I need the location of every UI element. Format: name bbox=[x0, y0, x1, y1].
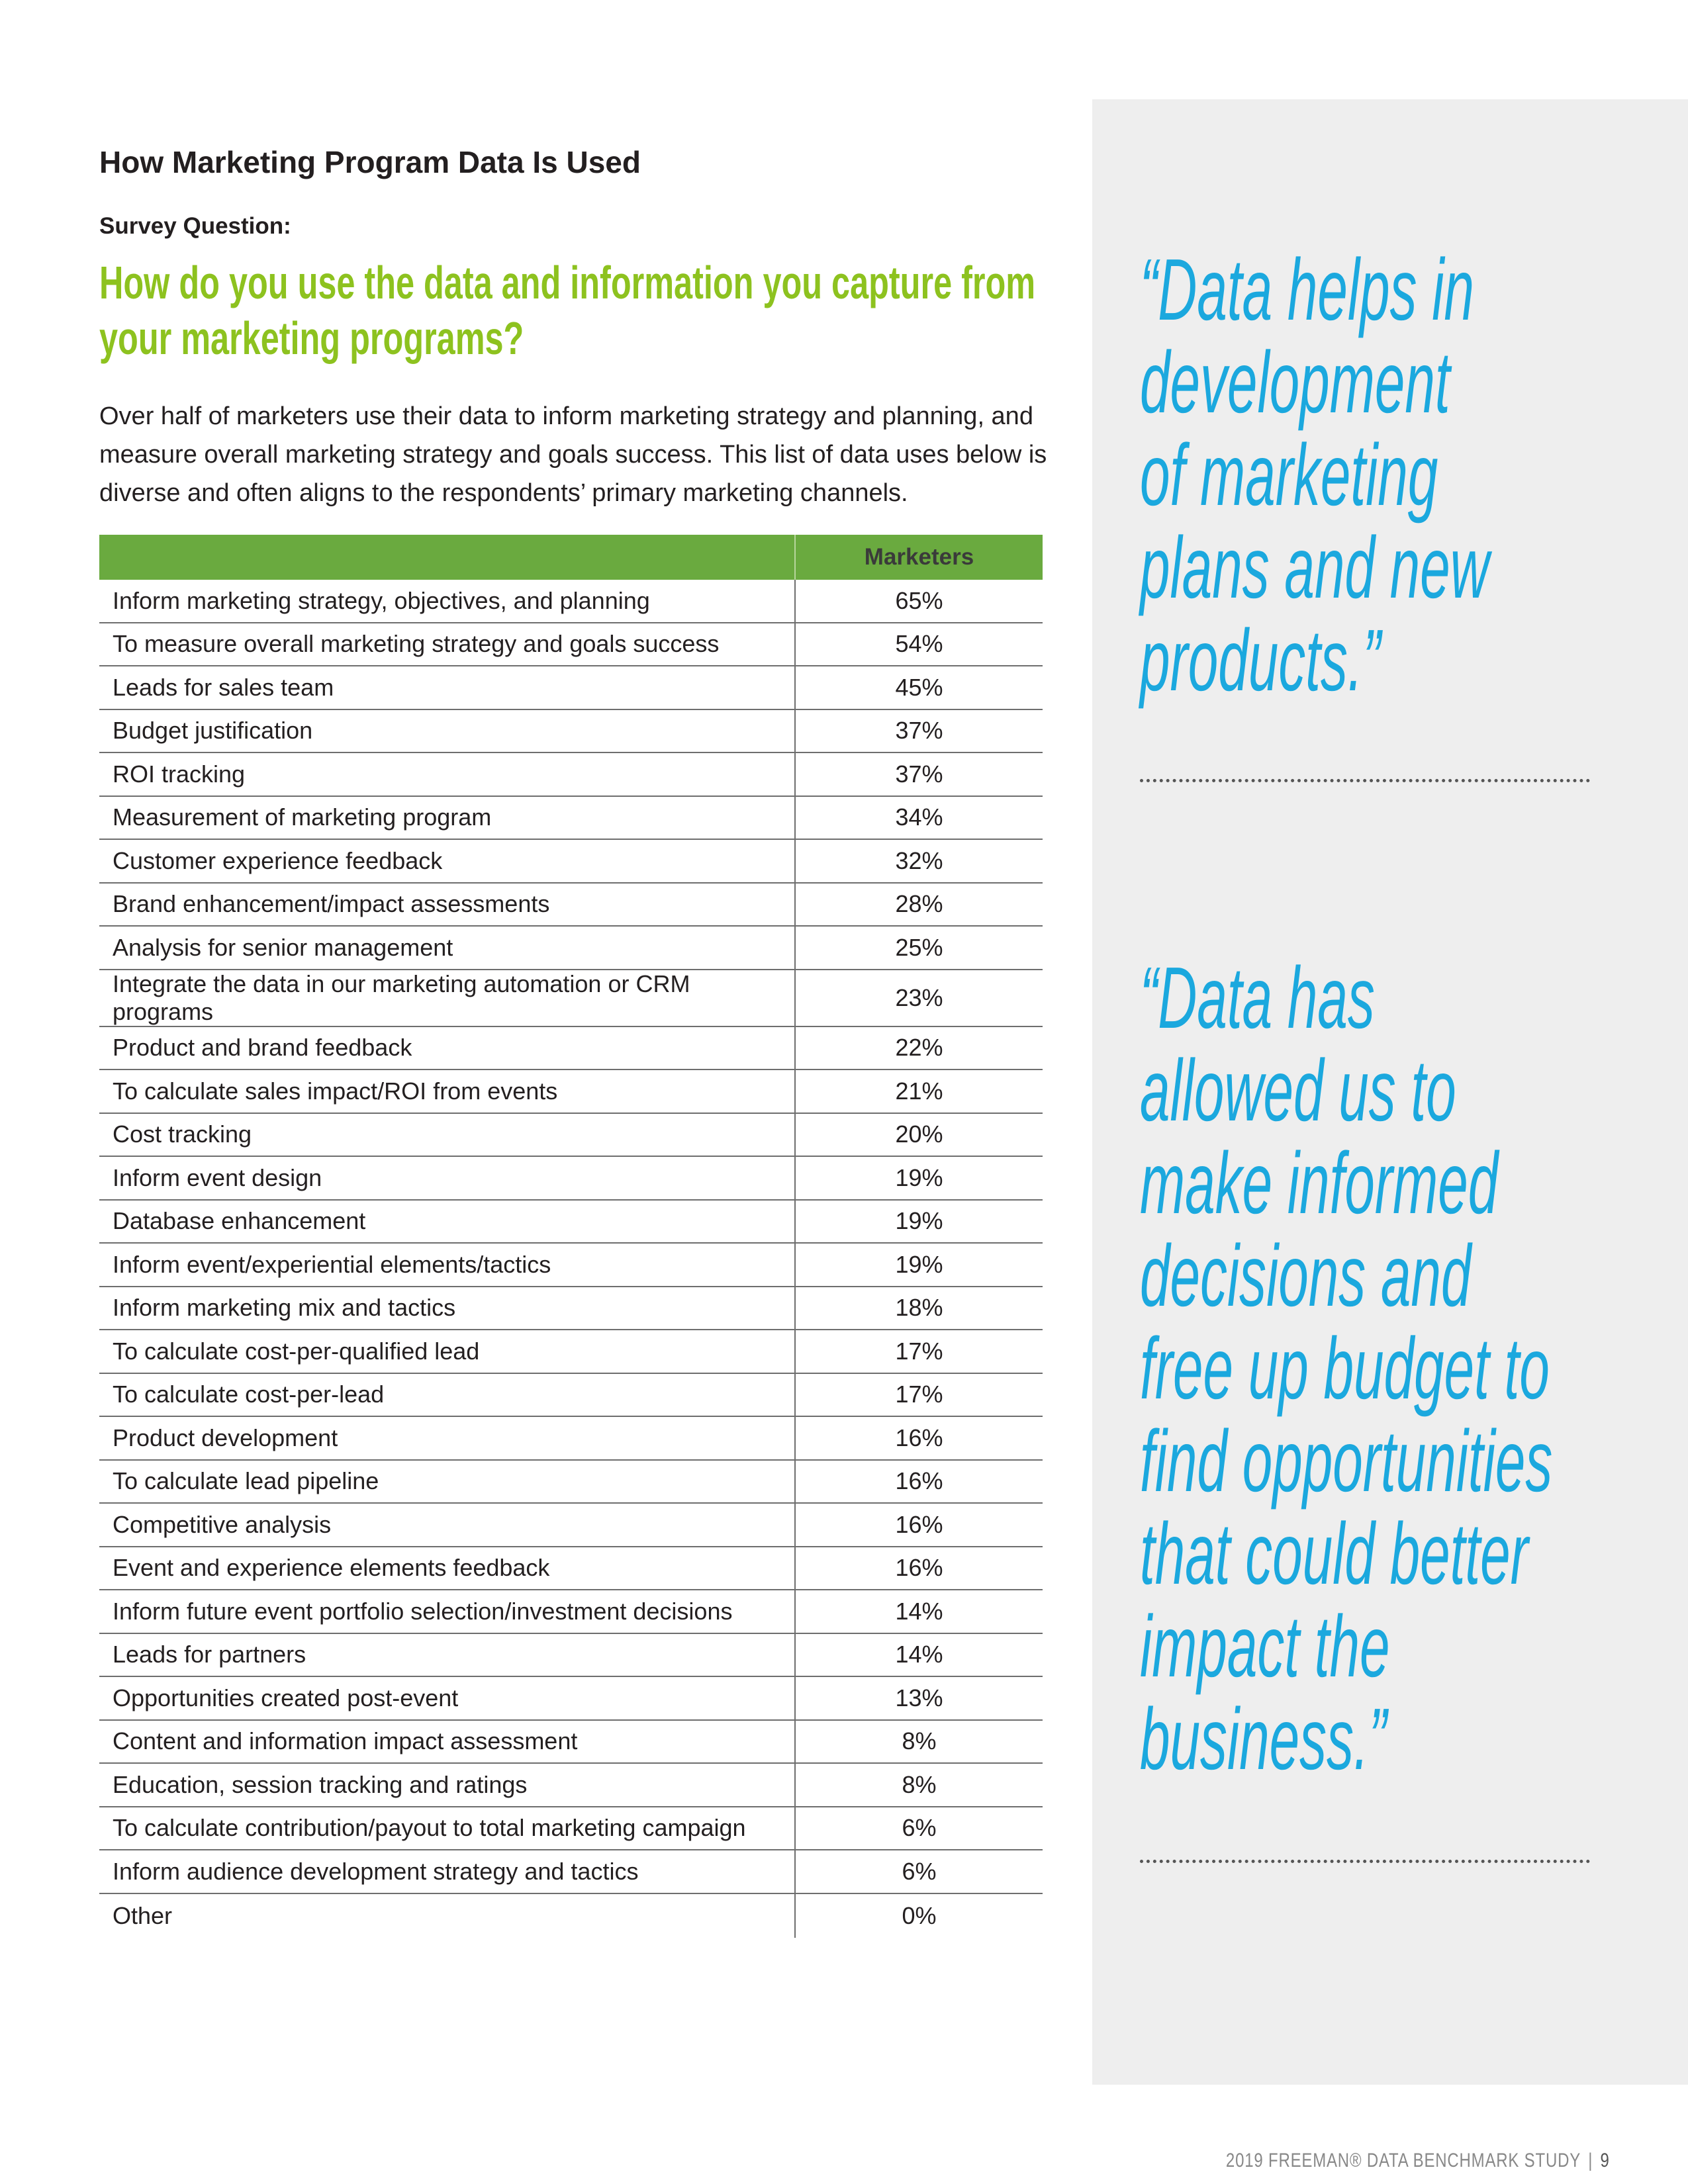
row-label: Leads for sales team bbox=[99, 666, 795, 709]
table-row bbox=[99, 839, 1043, 883]
row-label: Inform event design bbox=[99, 1156, 795, 1200]
quote-line: decisions and bbox=[1140, 1227, 1472, 1324]
table-row bbox=[99, 623, 1043, 666]
quote-line: “Data has bbox=[1140, 949, 1375, 1046]
row-value: 25% bbox=[795, 926, 1043, 970]
row-value: 16% bbox=[795, 1416, 1043, 1460]
row-value: 34% bbox=[795, 796, 1043, 840]
row-value: 28% bbox=[795, 883, 1043, 927]
table-row bbox=[99, 1156, 1043, 1200]
row-value: 65% bbox=[795, 580, 1043, 623]
table-row bbox=[99, 1373, 1043, 1417]
row-label: Inform future event portfolio selection/investment decisions bbox=[99, 1590, 795, 1633]
header-marketers: Marketers bbox=[795, 535, 1043, 580]
row-label: Inform marketing strategy, objectives, and planning bbox=[99, 580, 795, 623]
row-label: ROI tracking bbox=[99, 752, 795, 796]
row-label: Event and experience elements feedback bbox=[99, 1547, 795, 1590]
table-row bbox=[99, 580, 1043, 623]
row-value: 54% bbox=[795, 623, 1043, 666]
row-label: Budget justification bbox=[99, 709, 795, 753]
row-value: 16% bbox=[795, 1547, 1043, 1590]
intro-paragraph: Over half of marketers use their data to inform marketing strategy and planning, and measure overall marketing strategy and goals success. This list of data uses below is diverse and often aligns to the respondents’ primary marketing channels. bbox=[99, 402, 1047, 507]
table-body bbox=[99, 580, 1043, 1938]
quote-line: of marketing bbox=[1140, 426, 1438, 523]
row-label: Competitive analysis bbox=[99, 1503, 795, 1547]
row-label: To calculate cost-per-qualified lead bbox=[99, 1330, 795, 1373]
table-row bbox=[99, 1590, 1043, 1633]
table-row bbox=[99, 1416, 1043, 1460]
quote-2 bbox=[1140, 949, 1553, 1788]
row-label: Product and brand feedback bbox=[99, 1026, 795, 1070]
table-row bbox=[99, 1287, 1043, 1330]
data-uses-table bbox=[99, 535, 1043, 1938]
row-label: Content and information impact assessment bbox=[99, 1720, 795, 1764]
table-row bbox=[99, 1893, 1043, 1938]
row-label: Integrate the data in our marketing automation or CRM programs bbox=[99, 970, 795, 1026]
table-row bbox=[99, 1503, 1043, 1547]
survey-question: How do you use the data and information you capture from your marketing programs? bbox=[99, 257, 1036, 364]
header-blank-cell bbox=[99, 535, 795, 580]
row-value: 18% bbox=[795, 1287, 1043, 1330]
row-value: 0% bbox=[902, 1901, 937, 1929]
row-value: 16% bbox=[795, 1503, 1043, 1547]
row-label: Inform marketing mix and tactics bbox=[99, 1287, 795, 1330]
quote-line: “Data helps in bbox=[1140, 241, 1474, 338]
row-value: 19% bbox=[795, 1156, 1043, 1200]
row-label: Cost tracking bbox=[99, 1113, 795, 1157]
table-row bbox=[99, 970, 1043, 1026]
row-value: 23% bbox=[795, 970, 1043, 1026]
quote-line: allowed us to bbox=[1140, 1042, 1456, 1139]
row-value: 19% bbox=[795, 1243, 1043, 1287]
table-row bbox=[99, 1460, 1043, 1504]
row-label: To calculate cost-per-lead bbox=[99, 1373, 795, 1417]
row-label: Customer experience feedback bbox=[99, 839, 795, 883]
table-row bbox=[99, 1850, 1043, 1893]
row-value: 22% bbox=[795, 1026, 1043, 1070]
row-label: To measure overall marketing strategy and goals success bbox=[99, 623, 795, 666]
dotted-divider bbox=[1140, 1860, 1590, 1863]
table-row bbox=[99, 666, 1043, 709]
table-row bbox=[99, 752, 1043, 796]
row-value: 17% bbox=[795, 1330, 1043, 1373]
row-value: 45% bbox=[795, 666, 1043, 709]
quote-line: that could better bbox=[1140, 1505, 1528, 1602]
row-label: Measurement of marketing program bbox=[99, 796, 795, 840]
table-row bbox=[99, 1763, 1043, 1807]
row-label: To calculate lead pipeline bbox=[99, 1460, 795, 1504]
table-row bbox=[99, 1200, 1043, 1244]
table-header-row bbox=[99, 535, 1043, 580]
quote-1 bbox=[1140, 241, 1489, 709]
row-label: Product development bbox=[99, 1416, 795, 1460]
survey-question-label: Survey Question: bbox=[99, 213, 291, 239]
page-footer bbox=[1226, 2150, 1610, 2172]
row-label: Inform event/experiential elements/tactics bbox=[99, 1243, 795, 1287]
row-label: Brand enhancement/impact assessments bbox=[99, 883, 795, 927]
table-row bbox=[99, 1330, 1043, 1373]
quote-line: business.” bbox=[1140, 1690, 1387, 1788]
section-title: How Marketing Program Data Is Used bbox=[99, 145, 641, 179]
table-row bbox=[99, 1113, 1043, 1157]
table-row bbox=[99, 1069, 1043, 1113]
table-row bbox=[99, 1243, 1043, 1287]
table-row bbox=[99, 1720, 1043, 1764]
row-label: Other bbox=[99, 1893, 795, 1938]
row-value: 37% bbox=[795, 752, 1043, 796]
row-value: 13% bbox=[795, 1676, 1043, 1720]
row-value: 14% bbox=[795, 1590, 1043, 1633]
quote-line: make informed bbox=[1140, 1134, 1499, 1232]
footer-separator: | bbox=[1588, 2150, 1593, 2171]
table-row bbox=[99, 1676, 1043, 1720]
table-row bbox=[99, 1807, 1043, 1850]
row-value: 8% bbox=[795, 1720, 1043, 1764]
row-value: 32% bbox=[795, 839, 1043, 883]
quote-line: products.” bbox=[1140, 612, 1381, 709]
row-label: Inform audience development strategy and tactics bbox=[99, 1850, 795, 1893]
table-row bbox=[99, 926, 1043, 970]
table-row bbox=[99, 883, 1043, 927]
quote-line: find opportunities bbox=[1140, 1412, 1553, 1510]
row-value: 20% bbox=[795, 1113, 1043, 1157]
row-label: To calculate sales impact/ROI from events bbox=[99, 1069, 795, 1113]
quote-line: impact the bbox=[1140, 1598, 1390, 1695]
table-row bbox=[99, 796, 1043, 840]
dotted-divider bbox=[1140, 779, 1590, 782]
quote-line: development bbox=[1140, 334, 1450, 431]
row-label: Education, session tracking and ratings bbox=[99, 1763, 795, 1807]
quote-line: plans and new bbox=[1140, 519, 1489, 616]
row-label: Analysis for senior management bbox=[99, 926, 795, 970]
row-value: 19% bbox=[795, 1200, 1043, 1244]
table-row bbox=[99, 1547, 1043, 1590]
page-number: 9 bbox=[1600, 2150, 1610, 2171]
row-label: To calculate contribution/payout to total marketing campaign bbox=[99, 1807, 795, 1850]
row-label: Database enhancement bbox=[99, 1200, 795, 1244]
row-label: Leads for partners bbox=[99, 1633, 795, 1677]
row-value: 37% bbox=[795, 709, 1043, 753]
quote-line: free up budget to bbox=[1140, 1320, 1550, 1417]
row-value: 6% bbox=[795, 1850, 1043, 1893]
row-value: 6% bbox=[795, 1807, 1043, 1850]
table-row bbox=[99, 1633, 1043, 1677]
row-value: 21% bbox=[795, 1069, 1043, 1113]
footer-study-title: 2019 FREEMAN® DATA BENCHMARK STUDY bbox=[1226, 2150, 1581, 2171]
table-row bbox=[99, 709, 1043, 753]
row-value: 16% bbox=[795, 1460, 1043, 1504]
row-value: 17% bbox=[795, 1373, 1043, 1417]
row-label: Opportunities created post-event bbox=[99, 1676, 795, 1720]
table-row bbox=[99, 1026, 1043, 1070]
row-value: 8% bbox=[795, 1763, 1043, 1807]
row-value: 14% bbox=[795, 1633, 1043, 1677]
